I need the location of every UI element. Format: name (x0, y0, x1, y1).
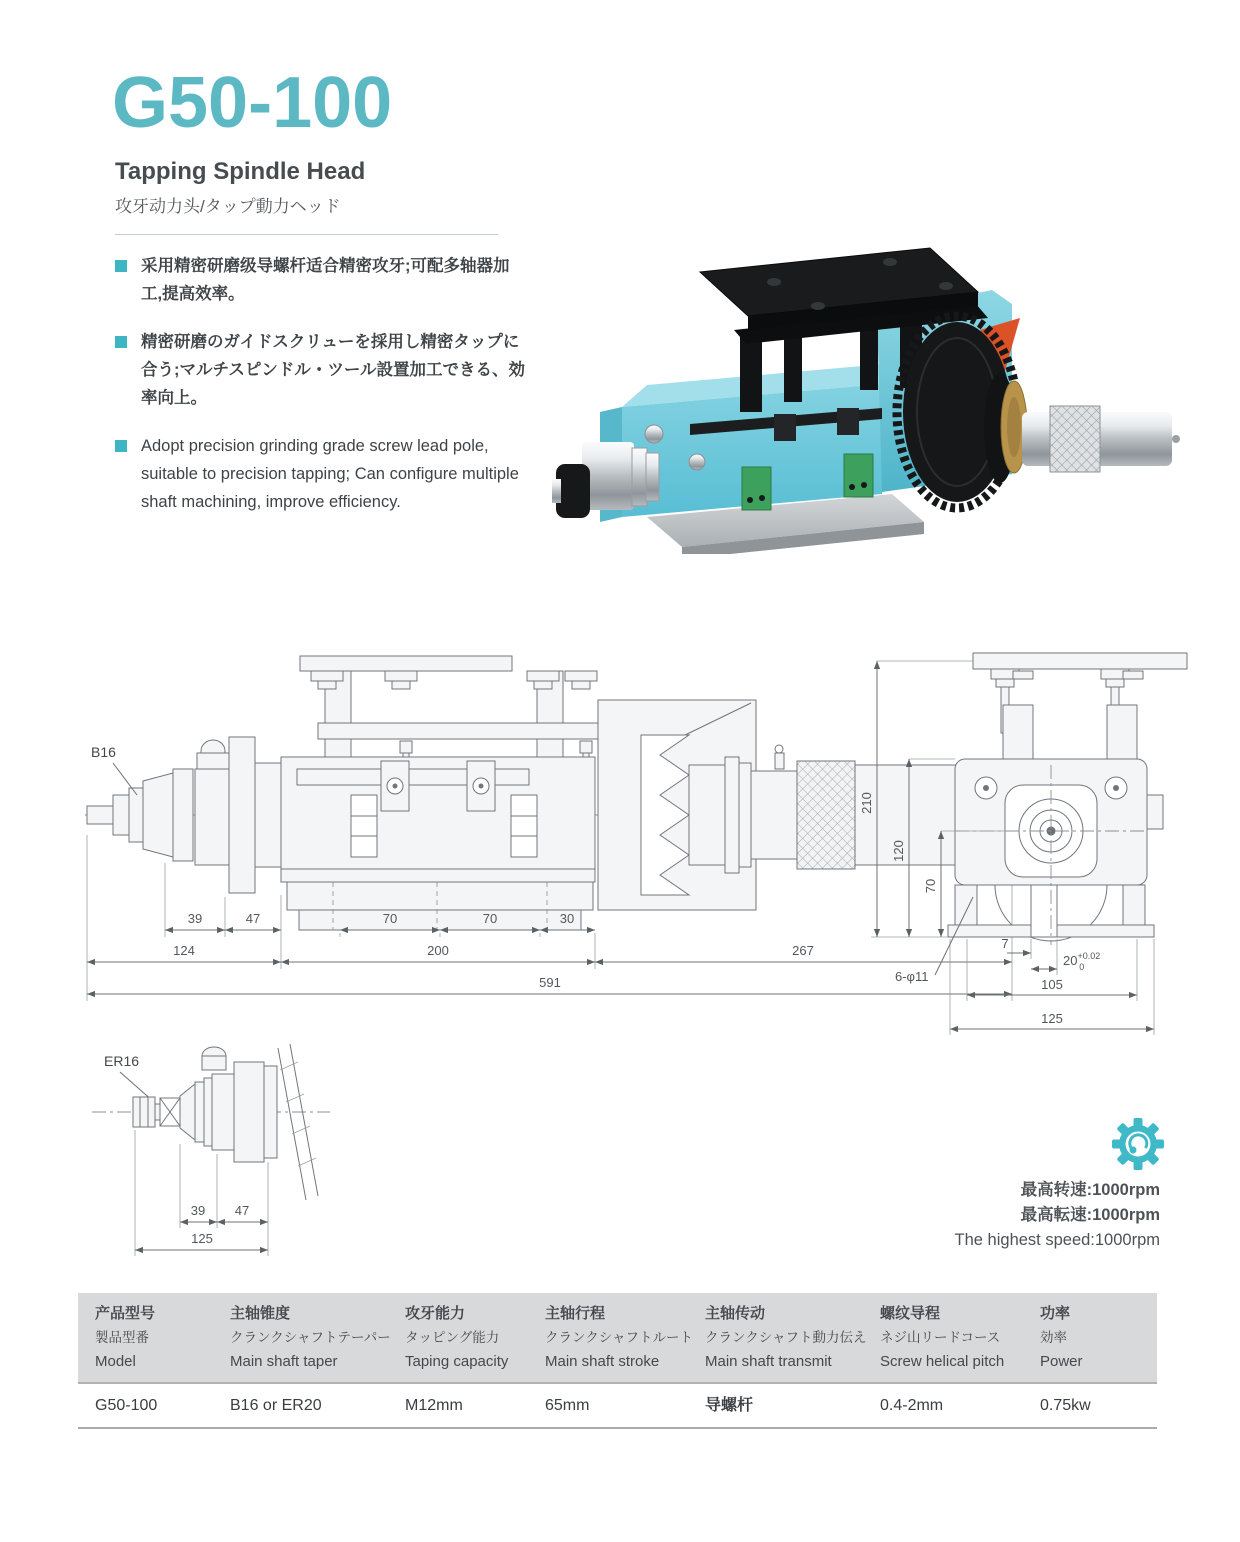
dome-screw (645, 425, 663, 443)
spec-col-shaft-stroke: 主轴行程 クランクシャフトルート Main shaft stroke (545, 1305, 693, 1370)
svg-text:125: 125 (191, 1231, 213, 1246)
spec-col-shaft-transmit: 主轴传动 クランクシャフト動力伝え Main shaft transmit (705, 1305, 867, 1370)
svg-text:47: 47 (234, 1203, 250, 1218)
feature-item-en (113, 432, 527, 516)
svg-text:20+0.020: $20^{+0.02}$ 0 (1063, 951, 1101, 972)
spec-table-row (78, 1384, 1157, 1429)
er-view-geometry (133, 1044, 318, 1200)
product-illustration (552, 222, 1184, 554)
feature-text: 精密研磨のガイドスクリューを採用し精密タップに合う;マルチスピンドル・ツール設置加工できる、効率向上。 (141, 333, 526, 407)
feature-list (113, 252, 527, 536)
svg-text:39: 39 (190, 1203, 206, 1218)
svg-text:70: 70 (382, 911, 398, 926)
spec-table (78, 1293, 1157, 1429)
front-holes-label: 6-φ11 (895, 969, 929, 984)
spec-value-screw-pitch: 0.4-2mm (880, 1397, 944, 1414)
spec-value-model: G50-100 (95, 1397, 158, 1414)
svg-text:105: 105 (1041, 977, 1063, 992)
dome-screw (689, 454, 705, 470)
max-speed-en: The highest speed:1000rpm (954, 1231, 1160, 1249)
spec-col-model: 产品型号 製品型番 Model (95, 1305, 156, 1370)
feature-item-ja (113, 328, 527, 412)
side-taper-label: B16 (91, 744, 116, 760)
svg-text:30: 30 (559, 911, 575, 926)
gear-gauge-icon (1110, 1116, 1166, 1172)
teal-square-bullet-icon (115, 260, 127, 272)
spec-value-power: 0.75kw (1040, 1397, 1091, 1414)
max-speed-zh: 最高转速:1000rpm (1020, 1181, 1160, 1199)
front-view-geometry (948, 653, 1187, 945)
svg-text:39: 39 (187, 911, 203, 926)
svg-text:125: 125 (1041, 1011, 1063, 1026)
spec-col-screw-pitch: 螺纹导程 ネジ山リードコース Screw helical pitch (880, 1305, 1005, 1370)
max-speed-ja: 最高転速:1000rpm (1020, 1206, 1160, 1224)
er-taper-label: ER16 (104, 1053, 140, 1069)
svg-text:200: 200 (427, 943, 449, 958)
output-shaft (1022, 406, 1180, 472)
spec-value-tapping-capacity: M12mm (405, 1397, 463, 1414)
svg-text:210: 210 (859, 792, 874, 814)
svg-text:47: 47 (245, 911, 261, 926)
teal-square-bullet-icon (115, 336, 127, 348)
drawing-er16-view (90, 1040, 400, 1270)
spec-value-shaft-stroke: 65mm (545, 1397, 590, 1414)
spec-value-shaft-taper: B16 or ER20 (230, 1397, 322, 1414)
product-name-cjk: 攻牙动力头/タップ動力ヘッド (115, 197, 341, 216)
header-divider (115, 234, 498, 235)
drawing-front-view (855, 645, 1195, 1065)
max-speed-note (955, 1178, 1160, 1253)
spec-col-shaft-taper: 主轴锥度 クランクシャフトテーパー Main shaft taper (230, 1305, 391, 1370)
spec-table-header (78, 1293, 1157, 1384)
spec-col-power: 功率 効率 Power (1040, 1305, 1083, 1370)
svg-text:591: 591 (539, 975, 561, 990)
svg-text:120: 120 (891, 840, 906, 862)
teal-square-bullet-icon (115, 440, 127, 452)
feature-item-zh (113, 252, 527, 308)
svg-text:70: 70 (923, 878, 938, 894)
svg-text:70: 70 (482, 911, 498, 926)
svg-text:267: 267 (792, 943, 814, 958)
product-name-en: Tapping Spindle Head (115, 158, 366, 185)
feature-text: Adopt precision grinding grade screw lead pole, suitable to precision tapping; Can configure multiple shaft machining, improve efficiency. (141, 437, 519, 511)
spec-value-shaft-transmit: 导螺杆 (705, 1397, 754, 1414)
feature-text: 采用精密研磨级导螺杆适合精密攻牙;可配多轴器加工,提高效率。 (141, 257, 510, 303)
spec-col-tapping-capacity: 攻牙能力 タッピング能力 Taping capacity (405, 1305, 509, 1370)
svg-text:124: 124 (173, 943, 195, 958)
page-title-model: G50-100 (112, 63, 393, 143)
er-dimensions (135, 1203, 268, 1250)
svg-text:7: 7 (1001, 936, 1009, 951)
